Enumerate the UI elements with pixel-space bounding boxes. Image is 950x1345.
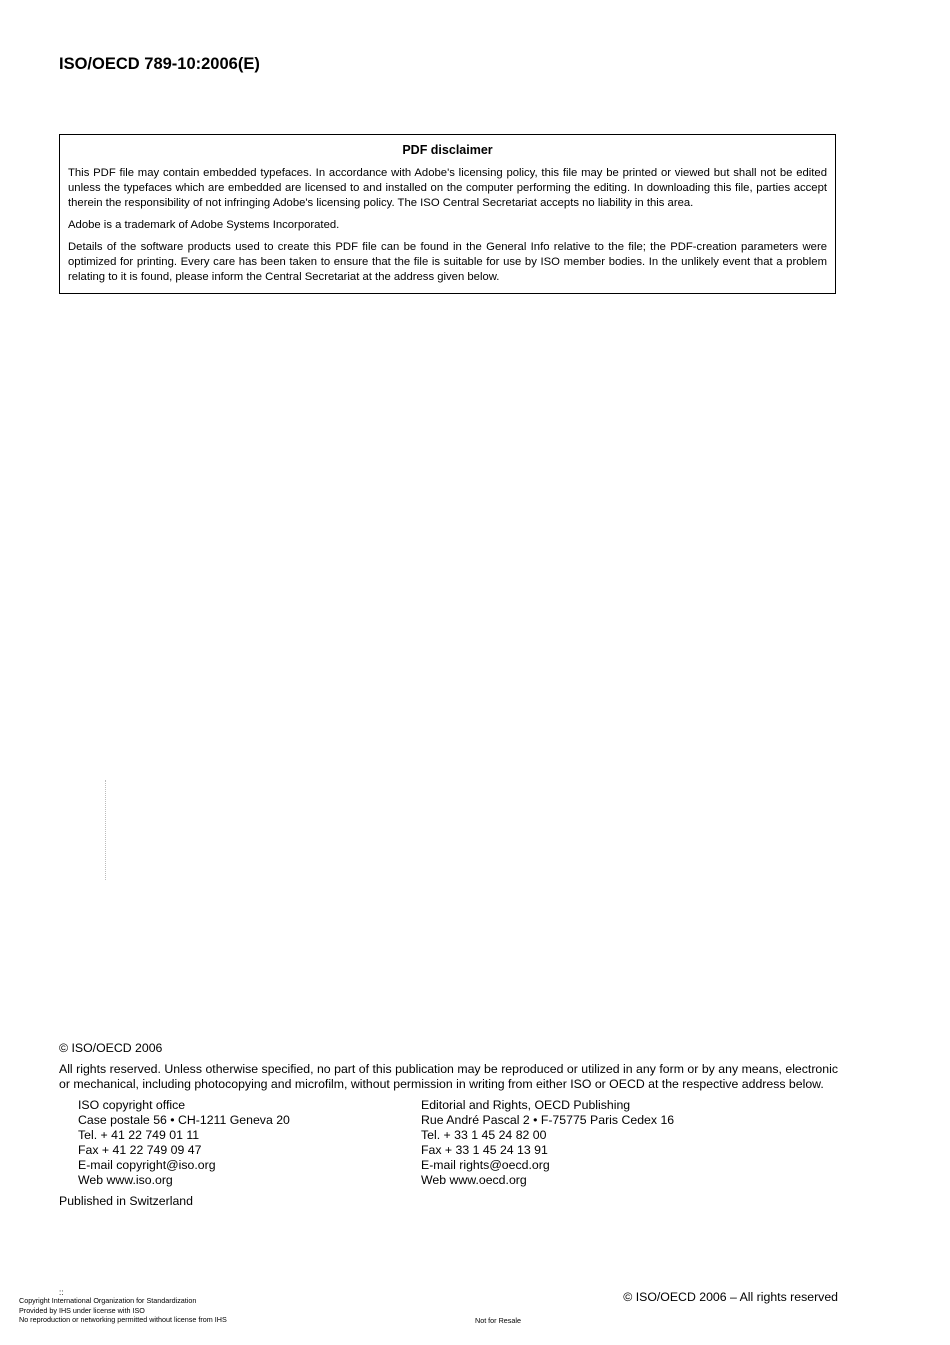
scan-margin-marks [105, 780, 110, 880]
address-line: Case postale 56 • CH-1211 Geneva 20 [78, 1113, 290, 1127]
footer-license-line: Provided by IHS under license with ISO [19, 1305, 145, 1315]
address-line: E-mail rights@oecd.org [421, 1158, 550, 1172]
footer-dots: :: [59, 1288, 64, 1297]
copyright-line: © ISO/OECD 2006 [59, 1041, 163, 1055]
document-id: ISO/OECD 789-10:2006(E) [59, 55, 260, 73]
address-line: Tel. + 33 1 45 24 82 00 [421, 1128, 547, 1142]
rights-statement: All rights reserved. Unless otherwise specified, no part of this publication may be reproduced or utilized in any form or by any means, electronic or mechanical, including photocopying and microfilm, without permission in writing from either ISO or OECD at the respective address below. [59, 1062, 838, 1091]
oecd-address [421, 1098, 674, 1188]
address-line: Web www.iso.org [78, 1173, 173, 1187]
address-line: Web www.oecd.org [421, 1173, 527, 1187]
address-line: Fax + 41 22 749 09 47 [78, 1143, 202, 1157]
pdf-disclaimer-box [59, 134, 836, 294]
address-line: Fax + 33 1 45 24 13 91 [421, 1143, 548, 1157]
footer-not-for-resale: Not for Resale [475, 1316, 521, 1325]
address-line: Tel. + 41 22 749 01 11 [78, 1128, 200, 1142]
disclaimer-title: PDF disclaimer [402, 143, 493, 157]
address-line: E-mail copyright@iso.org [78, 1158, 216, 1172]
address-columns [78, 1098, 838, 1188]
address-line: ISO copyright office [78, 1098, 186, 1112]
footer-license-notice [19, 1290, 227, 1325]
published-in: Published in Switzerland [59, 1194, 193, 1208]
disclaimer-paragraph: This PDF file may contain embedded typefaces. In accordance with Adobe's licensing policy, this file may be printed or viewed but shall not be edited unless the typefaces which are embedded are licensed to and installed on the computer performing the editing. In downloading this file, parties accept therein the responsibility of not infringing Adobe's licensing policy. The ISO Central Secretariat accepts no liability in this area. [68, 167, 827, 209]
iso-address [78, 1098, 421, 1188]
copyright-block [59, 1041, 838, 1209]
footer-license-line: No reproduction or networking permitted without license from IHS [19, 1315, 227, 1324]
disclaimer-paragraph: Details of the software products used to create this PDF file can be found in the General Info relative to the file; the PDF-creation parameters were optimized for printing. Every care has been taken to ensure that the file is suitable for use by ISO member bodies. In the unlikely event that a problem relating to it is found, please inform the Central Secretariat at the address given below. [68, 241, 827, 283]
footer-copyright: © ISO/OECD 2006 – All rights reserved [623, 1290, 838, 1304]
disclaimer-paragraph: Adobe is a trademark of Adobe Systems Incorporated. [68, 219, 340, 231]
address-line: Editorial and Rights, OECD Publishing [421, 1098, 631, 1112]
address-line: Rue André Pascal 2 • F-75775 Paris Cedex 16 [421, 1113, 675, 1127]
footer-license-line: Copyright International Organization for Standardization [19, 1296, 197, 1305]
